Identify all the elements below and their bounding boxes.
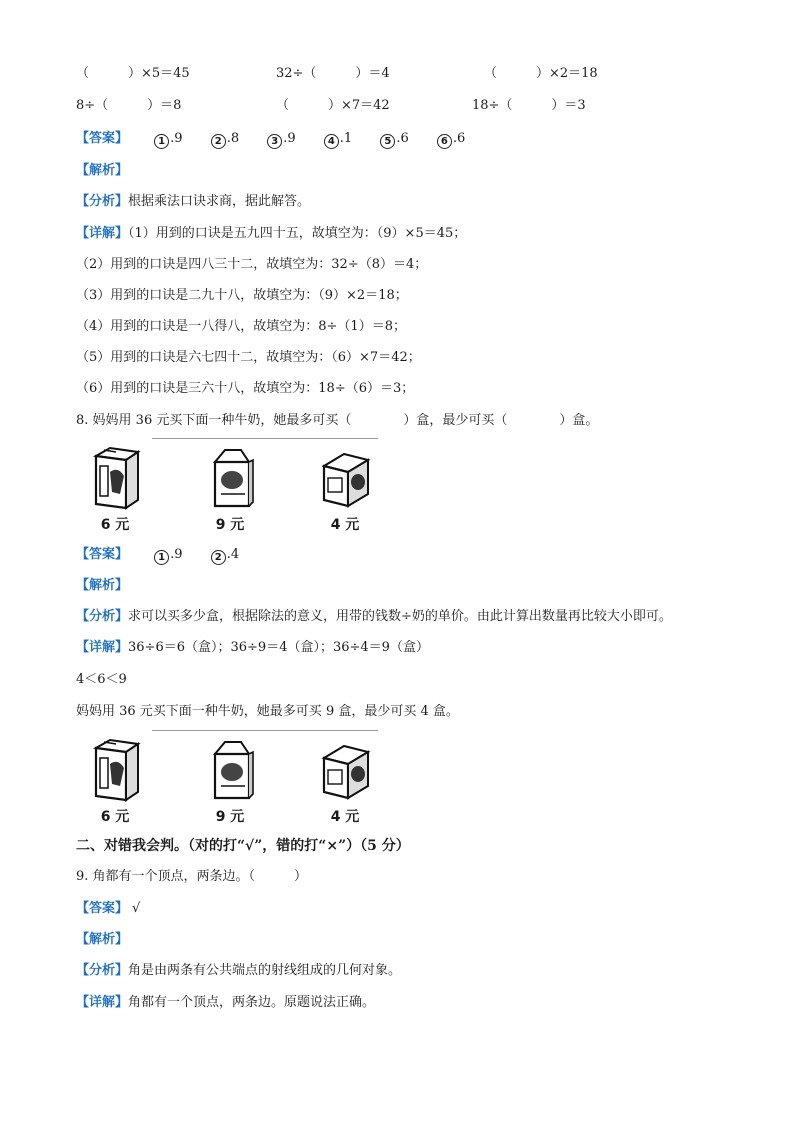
q7-answer <box>76 131 489 149</box>
milk-carton-icon <box>86 738 144 802</box>
milk-carton-3 <box>310 446 380 538</box>
q8-answer-1: 1 .9 <box>154 547 182 565</box>
q7-answer-2: 2 .8 <box>211 131 239 149</box>
q7-blank-1: （ ）×5＝45 <box>76 66 190 81</box>
milk-carton-icon <box>86 446 144 510</box>
milk-figure <box>80 438 390 538</box>
milk-carton-icon <box>201 738 259 802</box>
q7-blank-5: （ ）×7＝42 <box>276 98 390 113</box>
price-label-3: 4 元 <box>330 809 360 825</box>
milk-figure-repeat <box>80 730 390 830</box>
q7-fenxi: 【分析】根据乘法口诀求商，据此解答。 <box>76 194 311 209</box>
q9-analysis-heading: 【解析】 <box>76 932 129 947</box>
q7-detail-5: （5）用到的口诀是六七四十二，故填空为：（6）×7＝42； <box>76 350 421 365</box>
q7-answer-3: 3 .9 <box>267 131 295 149</box>
milk-box-icon <box>316 738 374 802</box>
q7-answer-5: 5 .6 <box>380 131 408 149</box>
q7-answer-4: 4 .1 <box>324 131 352 149</box>
q8-compare: 4＜6＜9 <box>76 672 127 687</box>
q7-detail-1: 【详解】（1）用到的口诀是五九四十五，故填空为：（9）×5＝45； <box>76 226 467 241</box>
milk-box-icon <box>316 446 374 510</box>
price-label-2: 9 元 <box>215 809 245 825</box>
price-label-1: 6 元 <box>100 517 130 533</box>
q8-detail: 【详解】36÷6＝6（盒）；36÷9＝4（盒）；36÷4＝9（盒） <box>76 640 429 655</box>
milk-carton-icon <box>201 446 259 510</box>
q7-analysis-heading: 【解析】 <box>76 163 129 178</box>
q7-blank-6: 18÷（ ）＝3 <box>472 98 586 113</box>
milk-carton-2 <box>195 738 265 830</box>
q8-fenxi: 【分析】求可以买多少盒，根据除法的意义，用带的钱数÷奶的单价。由此计算出数量再比较大小即可。 <box>76 609 672 624</box>
q9-answer: 【答案】 √ <box>76 901 141 916</box>
answer-tag: 【答案】 <box>76 131 129 146</box>
milk-carton-2 <box>195 446 265 538</box>
q8-answer-2: 2 .4 <box>211 547 239 565</box>
q7-detail-6: （6）用到的口诀是三六十八，故填空为：18÷（6）＝3； <box>76 381 415 396</box>
section-heading: 二、对错我会判。（对的打“√”，错的打“×”）（5 分） <box>76 838 410 854</box>
q8-analysis-heading: 【解析】 <box>76 578 129 593</box>
milk-carton-1 <box>80 738 150 830</box>
price-label-2: 9 元 <box>215 517 245 533</box>
q7-blank-3: （ ）×2＝18 <box>484 66 598 81</box>
q7-answer-6: 6 .6 <box>437 131 465 149</box>
q9-detail: 【详解】角都有一个顶点，两条边。原题说法正确。 <box>76 995 376 1010</box>
q7-answer-1: 1 .9 <box>154 131 182 149</box>
milk-carton-1 <box>80 446 150 538</box>
q7-detail-2: （2）用到的口诀是四八三十二，故填空为：32÷（8）＝4； <box>76 257 428 272</box>
price-label-3: 4 元 <box>330 517 360 533</box>
price-label-1: 6 元 <box>100 809 130 825</box>
q8-question: 8. 妈妈用 36 元买下面一种牛奶，她最多可买（ ）盒，最少可买（ ）盒。 <box>76 413 599 428</box>
q7-line-2 <box>76 98 586 114</box>
q7-blank-2: 32÷（ ）＝4 <box>276 66 390 81</box>
q8-answer: 【答案】 1 .9 2 .4 <box>76 547 240 563</box>
q8-conclusion: 妈妈用 36 元买下面一种牛奶，她最多可买 9 盒，最少可买 4 盒。 <box>76 704 459 719</box>
q9-question: 9. 角都有一个顶点，两条边。（ ） <box>76 869 308 884</box>
q7-blank-4: 8÷（ ）＝8 <box>76 98 182 113</box>
q7-detail-3: （3）用到的口诀是二九十八，故填空为：（9）×2＝18； <box>76 288 408 303</box>
milk-carton-3 <box>310 738 380 830</box>
q7-detail-4: （4）用到的口诀是一八得八，故填空为：8÷（1）＝8； <box>76 319 406 334</box>
q7-line-1 <box>76 66 598 82</box>
q9-fenxi: 【分析】角是由两条有公共端点的射线组成的几何对象。 <box>76 963 402 978</box>
